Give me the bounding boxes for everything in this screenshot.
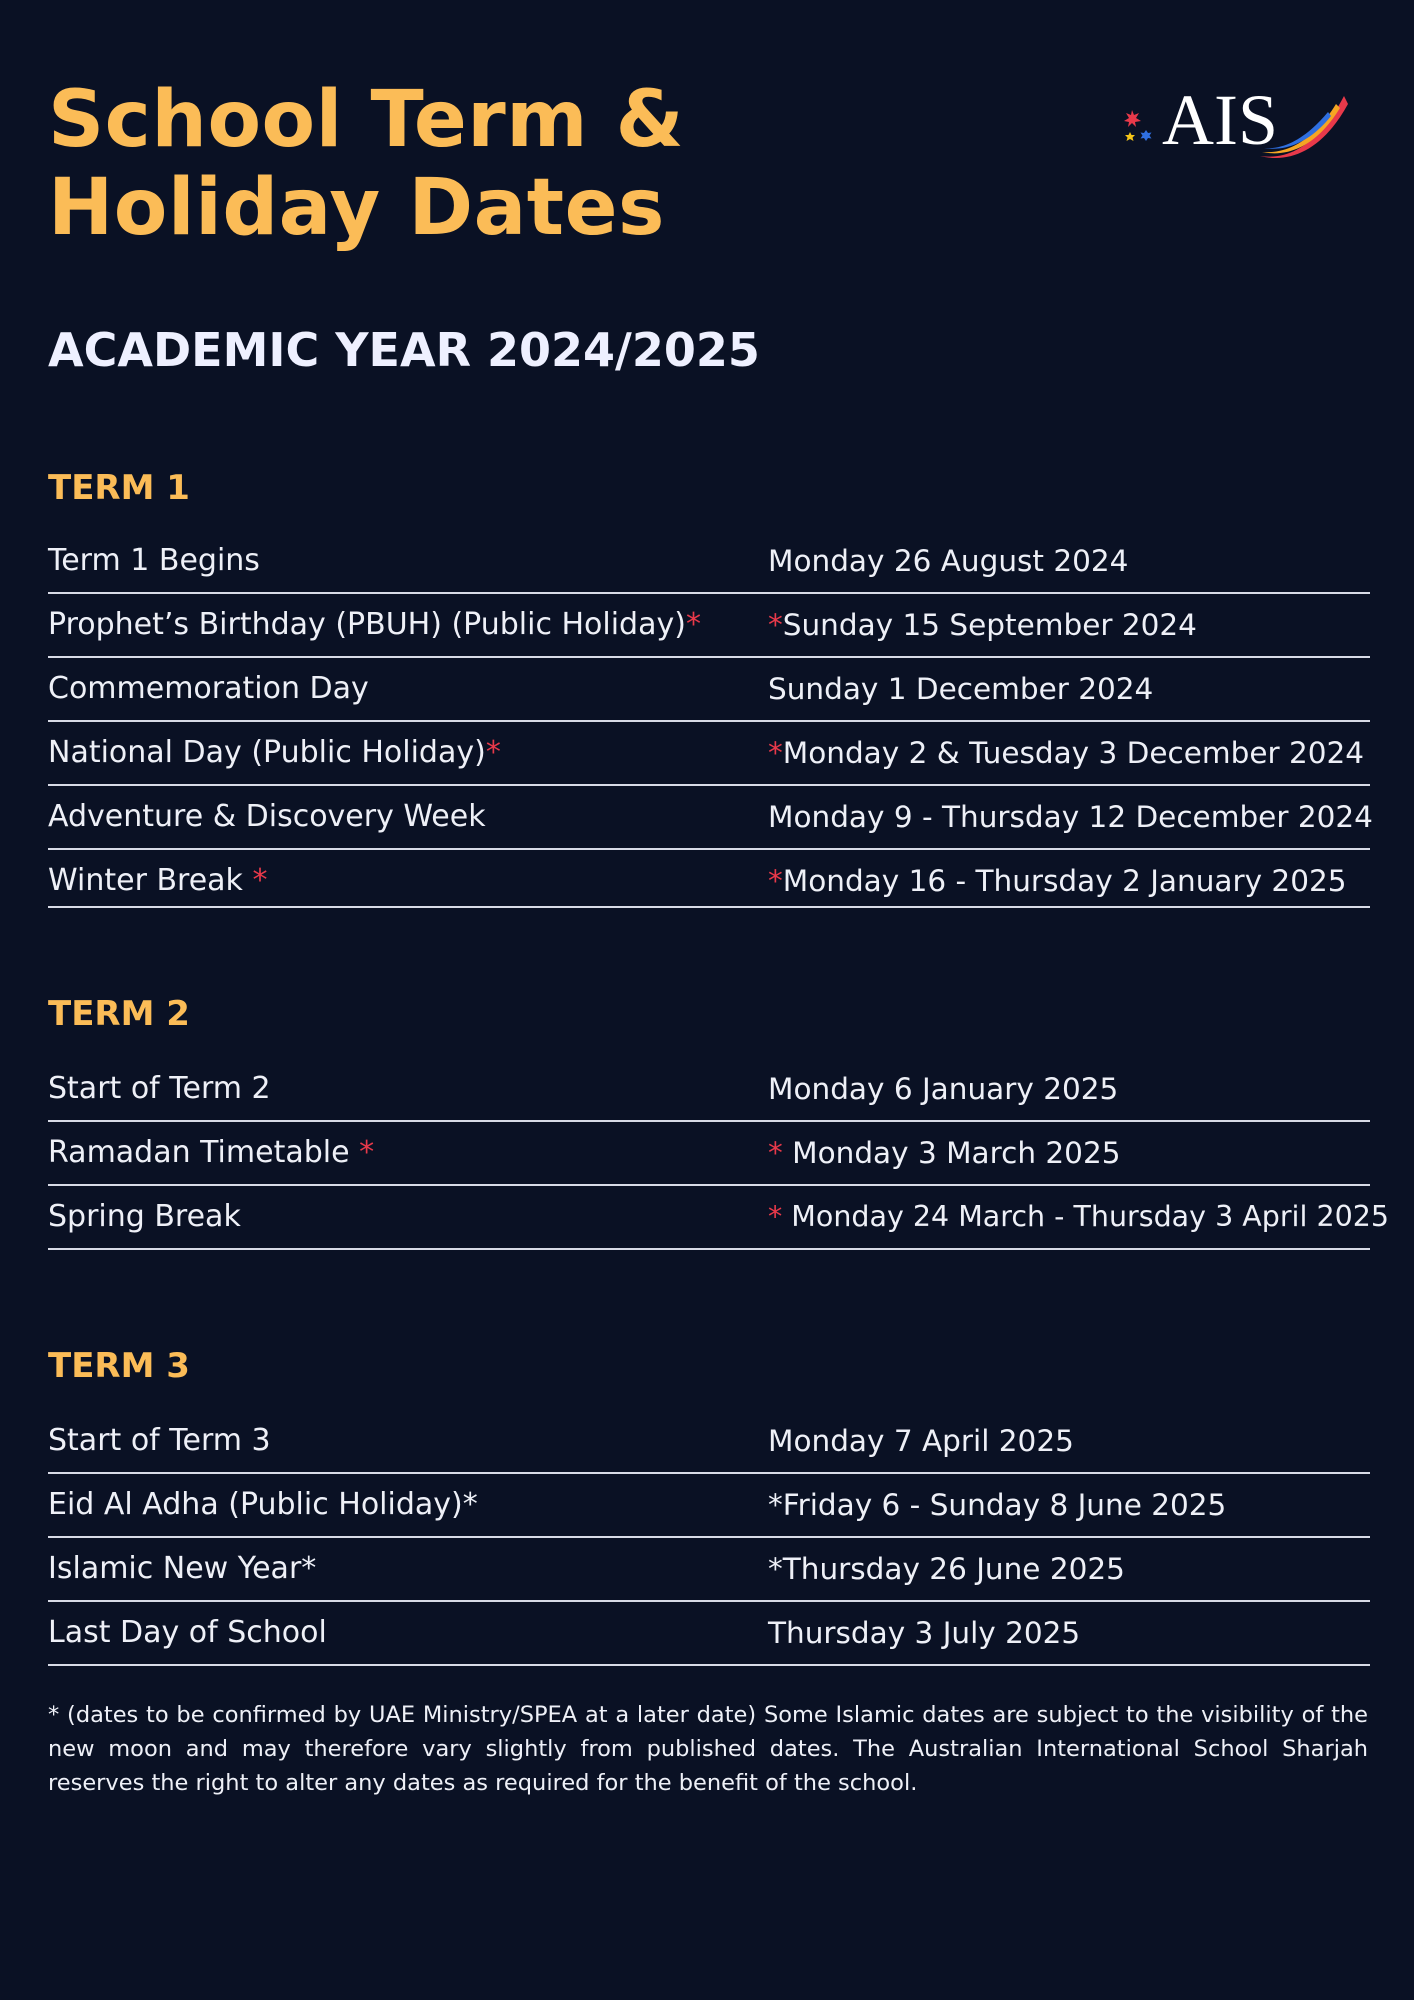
term-2-heading: TERM 2 (48, 994, 190, 1034)
event-date-text: Monday 3 March 2025 (782, 1136, 1121, 1170)
event-label (48, 798, 486, 836)
asterisk-mark: * (768, 608, 783, 642)
event-date (768, 1422, 1074, 1460)
event-label (48, 1422, 271, 1460)
event-name: Adventure & Discovery Week (48, 799, 486, 834)
event-name: Last Day of School (48, 1615, 327, 1650)
event-label (48, 1614, 327, 1652)
event-date-text: Monday 7 April 2025 (768, 1424, 1074, 1458)
event-name: Commemoration Day (48, 671, 369, 706)
event-label (48, 862, 267, 900)
event-name: Spring Break (48, 1199, 241, 1234)
event-date (768, 1134, 1121, 1172)
event-name: Start of Term 3 (48, 1423, 271, 1458)
event-date (768, 1550, 1125, 1588)
event-name: Winter Break (48, 863, 253, 898)
table-row (48, 1058, 1370, 1122)
table-row (48, 722, 1370, 786)
page-title-line-2: Holiday Dates (48, 163, 665, 253)
table-row (48, 1186, 1389, 1250)
table-row (48, 1122, 1370, 1186)
event-label (48, 670, 369, 708)
page-title (48, 76, 684, 252)
event-label (48, 542, 260, 580)
academic-year-heading: ACADEMIC YEAR 2024/2025 (48, 323, 760, 377)
event-date (768, 1198, 1389, 1236)
event-date (768, 670, 1153, 708)
event-label (48, 1198, 241, 1236)
event-date-text: Monday 2 & Tuesday 3 December 2024 (782, 736, 1365, 770)
table-row (48, 1538, 1370, 1602)
event-date-text: Sunday 15 September 2024 (782, 608, 1197, 642)
event-name: Islamic New Year* (48, 1551, 317, 1586)
event-date (768, 1614, 1080, 1652)
stars-icon (1124, 108, 1164, 148)
event-name: Prophet’s Birthday (PBUH) (Public Holiday) (48, 607, 686, 642)
event-date (768, 1070, 1118, 1108)
swoosh-icon (1258, 90, 1350, 162)
event-date (768, 542, 1128, 580)
asterisk-mark: * (768, 864, 783, 898)
event-date-text: Monday 16 - Thursday 2 January 2025 (782, 864, 1347, 898)
event-date (768, 606, 1197, 644)
table-row (48, 530, 1370, 594)
event-date (768, 798, 1373, 836)
event-label (48, 606, 701, 644)
event-date-text: Monday 24 March - Thursday 3 April 2025 (782, 1200, 1389, 1233)
event-date (768, 734, 1364, 772)
term-1-heading: TERM 1 (48, 468, 190, 508)
event-label (48, 1070, 271, 1108)
event-date (768, 862, 1347, 900)
asterisk-mark: * (359, 1135, 375, 1170)
event-date-text: *Thursday 26 June 2025 (768, 1552, 1125, 1586)
table-row (48, 1410, 1370, 1474)
asterisk-mark: * (768, 1200, 783, 1233)
event-label (48, 1550, 316, 1588)
event-name: Term 1 Begins (48, 543, 260, 578)
event-label (48, 1486, 478, 1524)
event-date-text: Thursday 3 July 2025 (768, 1616, 1081, 1650)
asterisk-mark: * (252, 863, 268, 898)
event-label (48, 1134, 374, 1172)
event-name: National Day (Public Holiday) (48, 735, 486, 770)
ais-logo (1124, 80, 1350, 166)
table-row (48, 594, 1370, 658)
term-2-table (48, 1058, 1389, 1250)
event-date-text: Monday 6 January 2025 (768, 1072, 1119, 1106)
page-title-line-1: School Term & (48, 75, 685, 165)
table-row (48, 1602, 1370, 1666)
event-name: Ramadan Timetable (48, 1135, 360, 1170)
term-3-table (48, 1410, 1370, 1666)
event-date-text: Monday 26 August 2024 (768, 544, 1129, 578)
table-row (48, 786, 1373, 850)
footnote: * (dates to be confirmed by UAE Ministry/SPEA at a later date) Some Islamic dates are subject to the visibility of the new moon and may therefore vary slightly from published dates. The Australian International School Sharjah reserves the right to alter any dates as required for the benefit of the school. (48, 1702, 1368, 1796)
asterisk-mark: * (685, 607, 701, 642)
event-name: Start of Term 2 (48, 1071, 271, 1106)
logo-text: AIS (1162, 80, 1279, 160)
table-row (48, 1474, 1370, 1538)
event-name: Eid Al Adha (Public Holiday)* (48, 1487, 478, 1522)
event-date (768, 1486, 1226, 1524)
event-label (48, 734, 501, 772)
table-row (48, 850, 1370, 908)
asterisk-mark: * (768, 1136, 783, 1170)
event-date-text: Monday 9 - Thursday 12 December 2024 (768, 800, 1373, 834)
asterisk-mark: * (768, 736, 783, 770)
table-row (48, 658, 1370, 722)
term-1-table (48, 530, 1373, 908)
event-date-text: *Friday 6 - Sunday 8 June 2025 (768, 1488, 1227, 1522)
event-date-text: Sunday 1 December 2024 (768, 672, 1154, 706)
asterisk-mark: * (485, 735, 501, 770)
term-3-heading: TERM 3 (48, 1346, 190, 1386)
